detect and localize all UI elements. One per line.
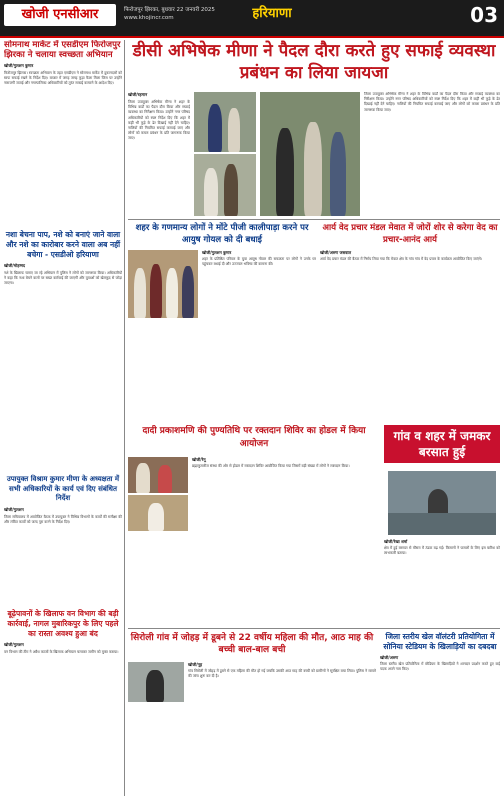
bottom-story1-body: गांव सिरोली में जोहड़ में डूबने से एक महिला की मौत हो गई जबकि उसकी आठ माह की बच्ची को ग्रामीणों ने सुरक्षित बचा लिया। पुलिस ने मामले की जांच शुरू कर दी है। (188, 669, 376, 679)
mid-story3-photo-2 (128, 495, 188, 531)
lead-story-body: जिला उपायुक्त अभिषेक मीणा ने शहर के विभिन्न वार्डों का पैदल दौरा किया और सफाई व्यवस्था का निरीक्षण किया। उन्होंने नगर परिषद अधिकारियों को स्पष्ट निर्देश दिए कि शहर में कहीं भी कूड़े के ढेर दिखाई नहीं देने चाहिए। नालियों की नियमित सफाई करवाई जाए और लोगों को कचरा प्रबंधन के प्रति जागरूक किया जाए। (128, 100, 190, 141)
newspaper-logo: खोजी एनसीआर (4, 4, 116, 26)
mid-story1-headline: शहर के गणमान्य लोगों ने मोंटे पीजी कालीपाड़ा करने पर आयुष गोयल को दी बधाई (135, 223, 309, 245)
mid-story2-body: आर्य वेद प्रचार मंडल की बैठक में निर्णय लिया गया कि मेवात क्षेत्र के गांव गांव में वेद प्रचार के कार्यक्रम आयोजित किए जाएंगे। (320, 257, 483, 262)
lead-story-headline: डीसी अभिषेक मीणा ने पैदल दौरा करते हुए सफाई व्यवस्था प्रबंधन का लिया जायजा (132, 41, 496, 83)
bottom-story2 (380, 632, 500, 796)
left-story4-byline: खोजी/गुलशन (4, 641, 24, 647)
mid-story1-byline: खोजी/गुलशन कुमार (202, 250, 232, 255)
lead-story-body-col2 (364, 92, 500, 216)
mid-story2-headline: आर्य वेद प्रचार मंडल मेवात में जोरों शोर से करेगा वेद का प्रचार-आनंद आर्य (322, 223, 498, 245)
lead-photo-1 (194, 92, 256, 152)
left-story3-byline: खोजी/गुलशन (4, 506, 24, 512)
left-story3-body: जिला सचिवालय में आयोजित बैठक में उपायुक्त ने विभिन्न विभागों के कार्यों की समीक्षा की और लंबित कार्यों को जल्द पूरा करने के निर्देश दिए। (4, 514, 122, 524)
right-story1-text (384, 539, 500, 557)
masthead (0, 0, 504, 37)
lead-story-body-continued: जिला उपायुक्त अभिषेक मीणा ने शहर के विभिन्न वार्डों का पैदल दौरा किया और सफाई व्यवस्था का निरीक्षण किया। उन्होंने नगर परिषद अधिकारियों को स्पष्ट निर्देश दिए कि शहर में कहीं भी कूड़े के ढेर दिखाई नहीं देने चाहिए। नालियों की नियमित सफाई करवाई जाए और लोगों को कचरा प्रबंधन के प्रति जागरूक किया जाए। (364, 92, 500, 112)
mid-story1-body: शहर के प्रतिष्ठित परिवार के युवा आयुष गोयल की सफलता पर लोगों ने उनके घर पहुंचकर बधाई दी और उज्ज्वल भविष्य की कामना की। (202, 257, 316, 267)
page-number: 03 (470, 3, 498, 27)
masthead-date: फिरोजपुर झिरका, बुधवार 22 जनवरी 2025 (124, 7, 215, 13)
column-divider (124, 40, 125, 796)
left-story2-byline: खोजी/मोहम्मद (4, 263, 26, 268)
bottom-story1 (128, 632, 376, 796)
right-story1-headline: गांव व शहर में जमकर बरसात हुई (384, 425, 500, 463)
bottom-story2-headline: जिला स्तरीय खेल वॉलंटरी प्रतियोगिता में सोनिया स्टेडियम के खिलाड़ियों का दबदबा (383, 632, 497, 651)
bottom-story2-body: जिला स्तरीय खेल प्रतियोगिता में स्टेडियम के खिलाड़ियों ने शानदार प्रदर्शन करते हुए कई पदक अपने नाम किए। (380, 662, 500, 672)
mid-story1-text (202, 250, 316, 268)
bottom-story2-text (380, 655, 500, 673)
left-story2-headline: नशा बेचना पाप, नशे को बनाएं जाने वाला और नशे का कारोबार करने वाला अब नहीं बचेगा - एसडीओ हरियाणा (5, 230, 121, 259)
lead-photo-3 (260, 92, 360, 216)
right-story1-byline: खोजी/रेखा शर्मा (384, 539, 408, 544)
left-story1-headline: सोमनाथ मार्केट में एसडीएम फिरोजपुर झिरका ने चलाया स्वच्छता अभियान (4, 40, 121, 60)
mid-story3-body: ब्रह्माकुमारीज संस्था की ओर से होडल में रक्तदान शिविर आयोजित किया गया जिसमें बड़ी संख्या में लोगों ने रक्तदान किया। (192, 464, 350, 469)
mid-story3 (128, 425, 380, 625)
mid-story3-headline: दादी प्रकाशमणि की पुण्यतिथि पर रक्तदान शिविर का होडल में किया आयोजन (142, 426, 366, 449)
bottom-story1-photo (128, 662, 184, 702)
lead-photo-2 (194, 154, 256, 216)
lead-story-byline: खोजी/रहमान (128, 92, 148, 97)
right-story1-body: क्षेत्र में हुई बरसात से मौसम में ठंडक बढ़ गई। किसानों ने फसलों के लिए इस बारिश को लाभकारी बताया। (384, 546, 500, 556)
right-story1 (384, 425, 500, 625)
section-divider (128, 219, 500, 220)
left-story1-body: फिरोजपुर झिरका। स्वच्छता अभियान के तहत एसडीएम ने सोमनाथ मार्केट में दुकानदारों को साफ सफाई रखने के निर्देश दिए। बाजार में जगह जगह कूड़ा फैला मिला जिस पर उन्होंने नाराजगी जताई और नगरपालिका अधिकारियों को तुरंत सफाई करवाने के आदेश दिए। (4, 71, 122, 86)
lead-story-body-col1 (128, 92, 190, 216)
mid-story2-byline: खोजी/अरुण जसवाल (320, 250, 352, 255)
masthead-website: www.khojincr.com (124, 15, 174, 21)
masthead-rule (0, 36, 504, 38)
mid-story3-byline: खोजी/रेनू (192, 457, 206, 462)
section-title: हरियाणा (252, 6, 292, 21)
left-story4-body: वन विभाग की टीम ने अवैध कब्जों के खिलाफ अभियान चलाकर जमीन को मुक्त कराया। (4, 649, 119, 654)
mid-story3-photo-1 (128, 457, 188, 493)
mid-story1 (128, 222, 316, 422)
left-story3-headline: उपायुक्त विश्राम कुमार मीणा के अध्यक्षता में सभी अधिकारियों के कार्य एवं दिए संबंधित निर्देश (6, 475, 120, 502)
lead-headline-block (128, 40, 500, 88)
mid-story2-text (320, 250, 500, 262)
bottom-story1-byline: खोजी/नूह (188, 662, 203, 667)
mid-story3-text (192, 457, 380, 469)
mid-story2 (320, 222, 500, 422)
left-story1-byline: खोजी/गुलशन कुमार (4, 63, 34, 68)
bottom-divider (128, 628, 500, 629)
bottom-story2-byline: खोजी/अरुण (380, 655, 399, 660)
bottom-story1-text (188, 662, 376, 680)
mid-story1-photo (128, 250, 198, 318)
bottom-story1-headline: सिरोली गांव में जोहड़ में डूबने से 22 वर्षीय महिला की मौत, आठ माह की बच्ची बाल-बाल बची (130, 633, 374, 655)
left-column (4, 40, 122, 796)
left-story2-body: नशे के खिलाफ चलाए जा रहे अभियान में पुलिस ने लोगों को जागरूक किया। अधिकारियों ने कहा कि नशा बेचने वालों पर सख्त कार्रवाई की जाएगी और युवाओं को खेलकूद से जोड़ा जाएगा। (4, 271, 122, 286)
left-story4-headline: बूढ़ेपावनों के खिलाफ वन विभाग की बड़ी कार्रवाई, नागल मुबारिकपुर के लिए पहले का रास्ता अवश्य हुआ बंद (7, 608, 119, 638)
right-story1-photo (388, 471, 496, 535)
